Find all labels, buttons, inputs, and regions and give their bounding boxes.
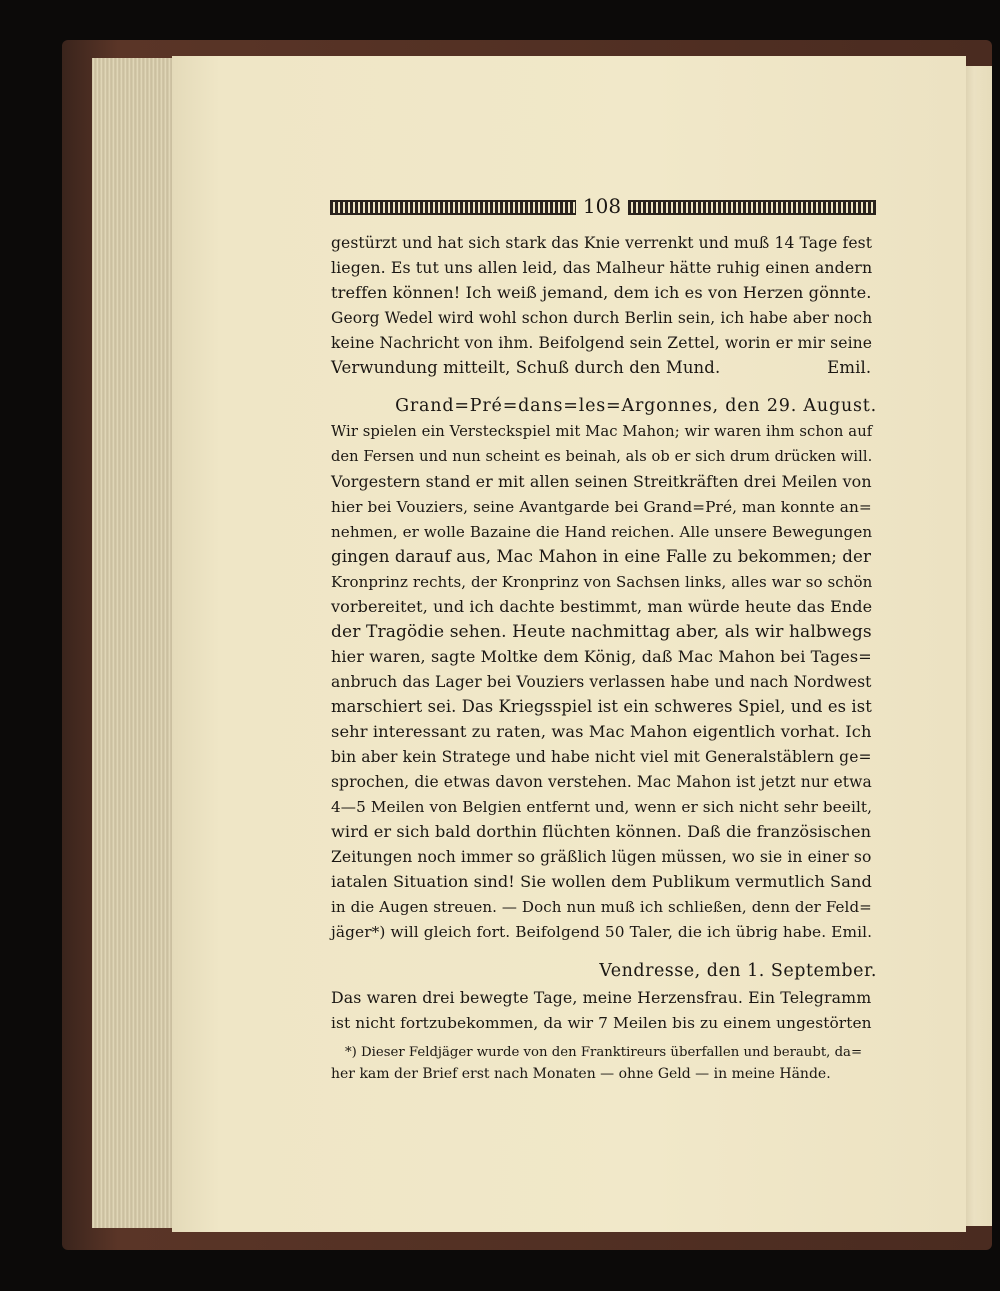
ornament-band-right [628,200,876,215]
text-line: hier bei Vouziers, seine Avantgarde bei Grand=Pré, man konnte an= [331,498,872,516]
text-line: 4—5 Meilen von Belgien entfernt und, wenn er sich nicht sehr beeilt, [331,798,873,816]
text-line: Wir spielen ein Versteckspiel mit Mac Mahon; wir waren ihm schon auf [331,423,873,440]
text-line: liegen. Es tut uns allen leid, das Malheur hätte ruhig einen andern [331,258,873,277]
text-line: Vorgestern stand er mit allen seinen Streitkräften drei Meilen von [331,472,872,491]
text-line: ist nicht fortzubekommen, da wir 7 Meilen bis zu einem ungestörten [331,1014,872,1032]
dateline-heading: Grand=Pré=dans=les=Argonnes, den 29. August. [395,396,877,416]
footnote-line: her kam der Brief erst nach Monaten — ohne Geld — in meine Hände. [331,1066,831,1082]
text-line: in die Augen streuen. — Doch nun muß ich schließen, denn der Feld= [331,898,872,916]
text-line: hier waren, sagte Moltke dem König, daß Mac Mahon bei Tages= [331,647,872,666]
text-line: anbruch das Lager bei Vouziers verlassen habe und nach Nordwest [331,673,872,691]
text-line: keine Nachricht von ihm. Beifolgend sein Zettel, worin er mir seine [331,334,873,352]
text-line: marschiert sei. Das Kriegsspiel ist ein schweres Spiel, und es ist [331,697,872,716]
text-line: sehr interessant zu raten, was Mac Mahon eigentlich vorhat. Ich [331,722,872,741]
text-line: Verwundung mitteilt, Schuß durch den Mund. Emil. [331,358,872,377]
page-edges [92,58,172,1228]
ornament-band-left [330,200,576,215]
text-line: wird er sich bald dorthin flüchten können. Daß die französischen [331,822,872,841]
text-line: nehmen, er wolle Bazaine die Hand reichen. Alle unsere Bewegungen [331,523,873,541]
page-header [330,194,876,218]
text-line: jäger*) will gleich fort. Beifolgend 50 Taler, die ich übrig habe. Emil. [331,923,873,941]
adjacent-page [962,66,992,1226]
text-line: sprochen, die etwas davon verstehen. Mac Mahon ist jetzt nur etwa [331,773,872,791]
text-line: treffen können! Ich weiß jemand, dem ich es von Herzen gönnte. [331,283,872,302]
footnote-line: *) Dieser Feldjäger wurde von den Franktireurs überfallen und beraubt, da= [345,1045,863,1060]
text-line: der Tragödie sehen. Heute nachmittag aber, als wir halbwegs [331,622,872,642]
text-line: Kronprinz rechts, der Kronprinz von Sachsen links, alles war so schön [331,573,873,591]
text-line: gestürzt und hat sich stark das Knie verrenkt und muß 14 Tage fest [331,234,873,252]
text-line: Das waren drei bewegte Tage, meine Herzensfrau. Ein Telegramm [331,988,872,1007]
text-line: Georg Wedel wird wohl schon durch Berlin sein, ich habe aber noch [331,309,873,327]
text-line: vorbereitet, und ich dachte bestimmt, man würde heute das Ende [331,597,873,616]
dateline-heading: Vendresse, den 1. September. [599,961,877,981]
page-number: 108 [582,194,622,218]
text-line: den Fersen und nun scheint es beinah, als ob er sich drum drücken will. [331,448,873,465]
text-line: gingen darauf aus, Mac Mahon in eine Falle zu bekommen; der [331,547,872,566]
text-line: Zeitungen noch immer so gräßlich lügen müssen, wo sie in einer so [331,848,872,866]
text-line: iatalen Situation sind! Sie wollen dem Publikum vermutlich Sand [331,872,872,891]
text-line: bin aber kein Stratege und habe nicht viel mit Generalstäblern ge= [331,748,872,766]
